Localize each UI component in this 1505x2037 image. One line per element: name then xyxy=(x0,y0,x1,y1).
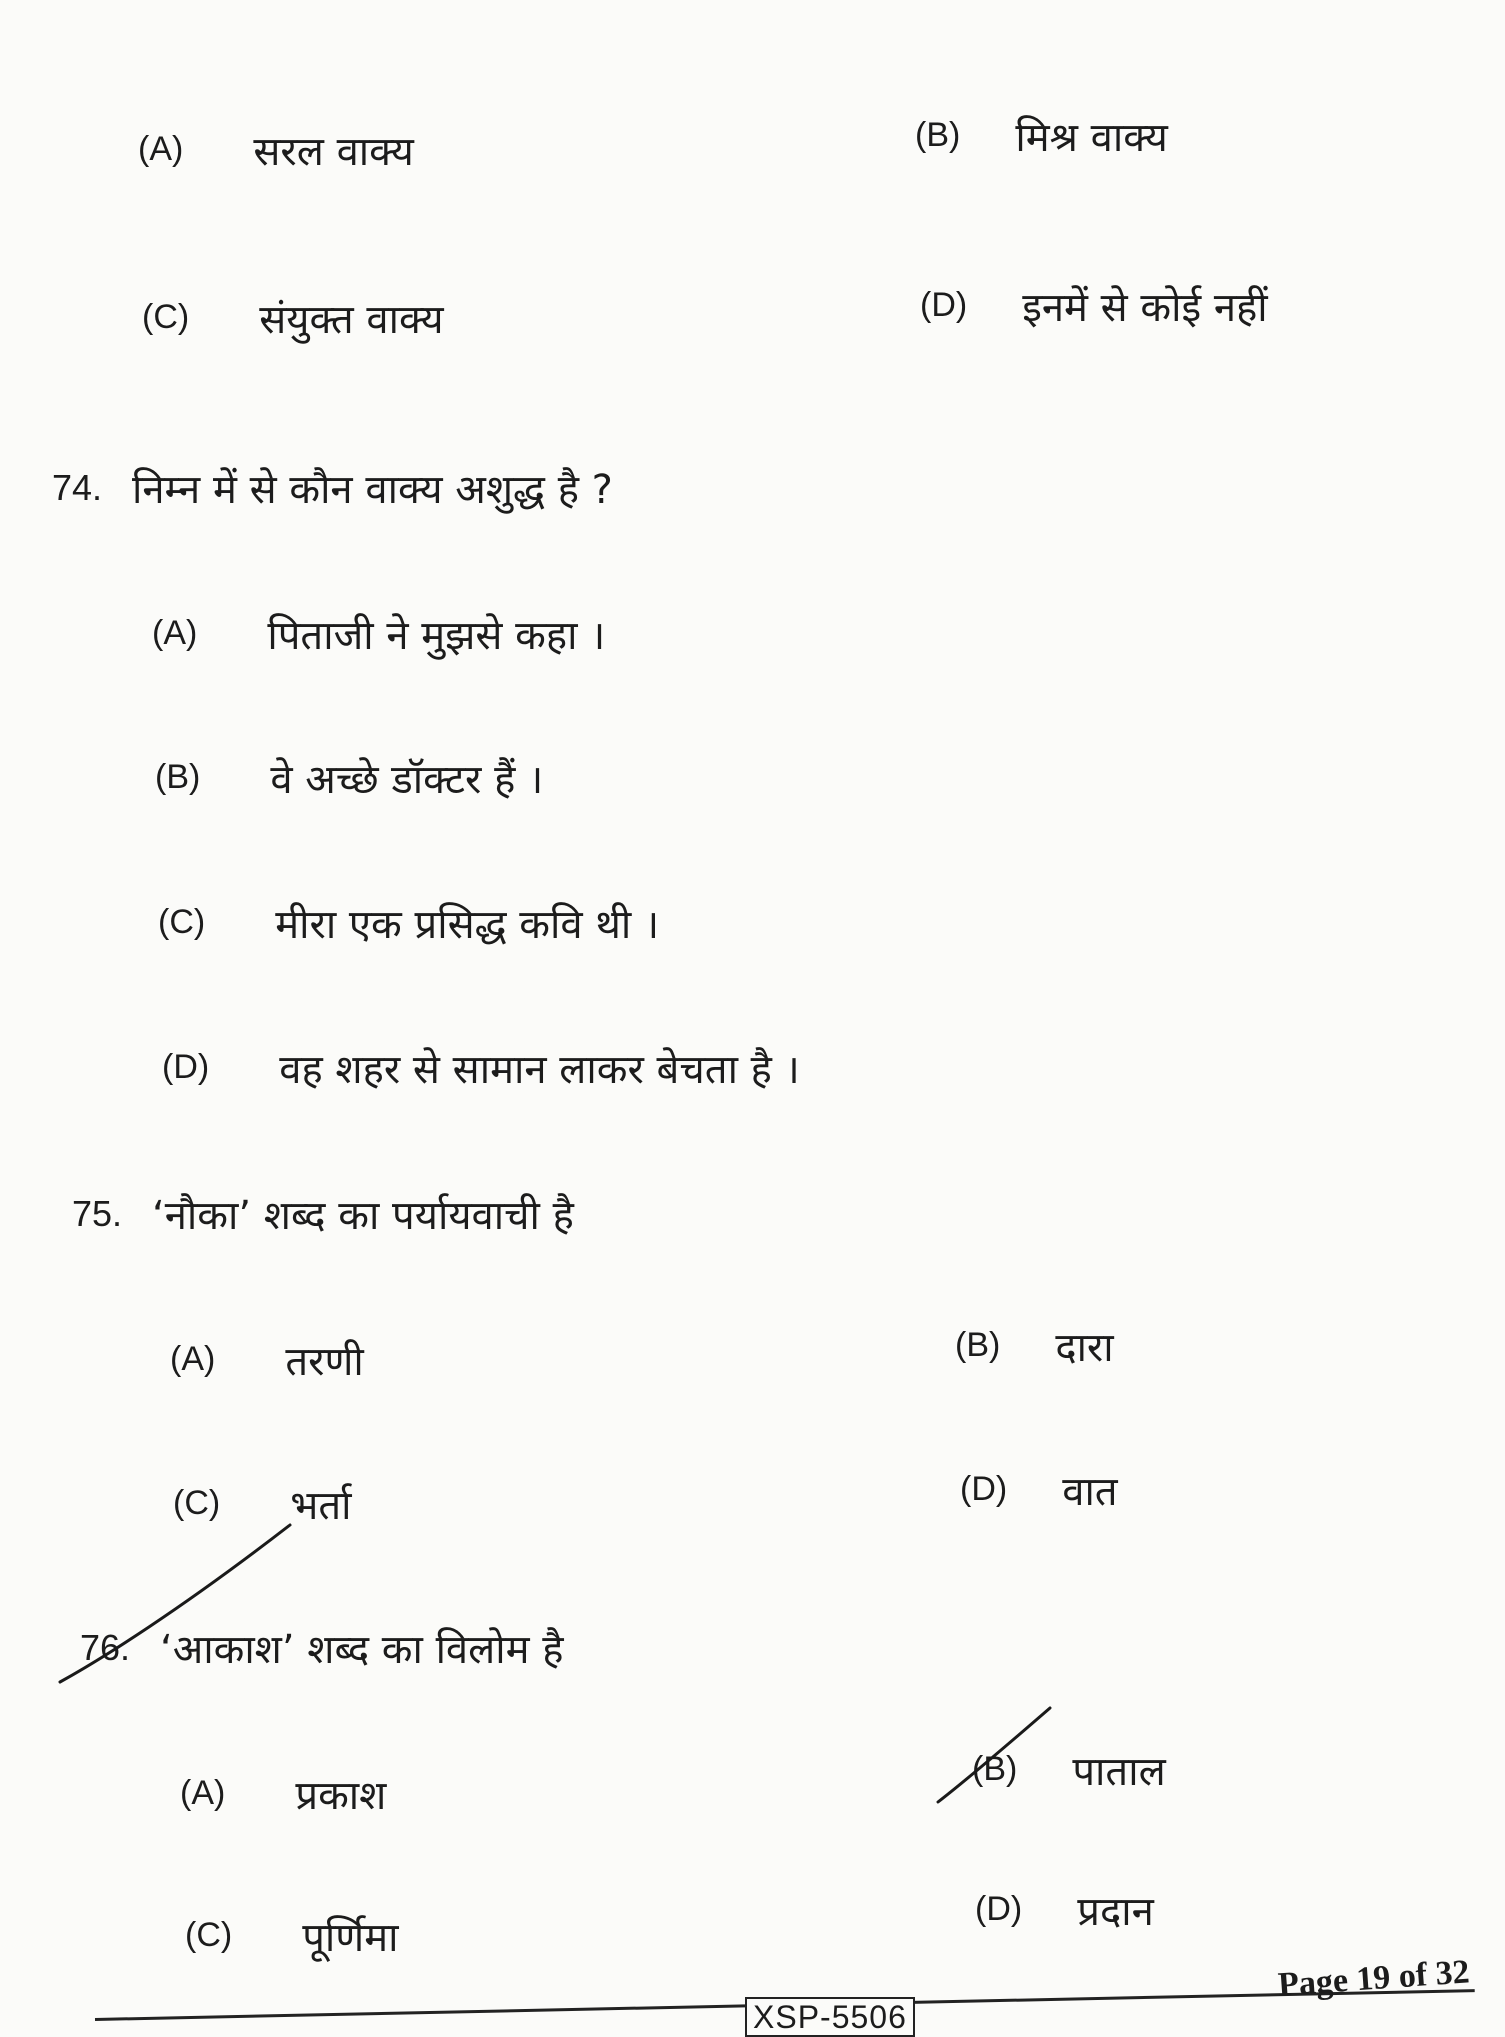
option-label: (A) xyxy=(138,130,184,168)
question-number: 74. xyxy=(52,466,103,508)
option-label: (A) xyxy=(170,1340,216,1378)
option-label: (C) xyxy=(158,903,206,941)
prev-option-c xyxy=(142,290,444,345)
q76-option-a xyxy=(180,1766,386,1821)
option-label: (D) xyxy=(920,286,968,324)
question-75 xyxy=(72,1186,574,1241)
option-text: सरल वाक्य xyxy=(253,129,414,175)
q74-option-d xyxy=(162,1040,800,1095)
option-label: (C) xyxy=(185,1916,233,1954)
q76-option-b xyxy=(972,1742,1166,1797)
question-text: ‘आकाश’ शब्द का विलोम है xyxy=(160,1627,564,1673)
q75-option-d xyxy=(960,1462,1118,1517)
option-label: (A) xyxy=(152,614,198,652)
option-label: (D) xyxy=(960,1470,1008,1508)
option-label: (C) xyxy=(173,1484,221,1522)
option-label: (B) xyxy=(915,116,961,154)
option-label: (B) xyxy=(155,758,201,796)
option-text: पूर्णिमा xyxy=(302,1915,399,1961)
question-74 xyxy=(52,460,613,515)
option-text: वह शहर से सामान लाकर बेचता है । xyxy=(279,1047,800,1093)
q75-option-c xyxy=(173,1476,351,1531)
option-text: पाताल xyxy=(1072,1749,1166,1795)
question-text: ‘नौका’ शब्द का पर्यायवाची है xyxy=(152,1193,574,1239)
q76-option-d xyxy=(975,1882,1154,1937)
q76-option-c xyxy=(185,1908,398,1963)
option-text: वात xyxy=(1062,1469,1118,1515)
option-label: (B) xyxy=(972,1750,1018,1788)
option-text: पिताजी ने मुझसे कहा । xyxy=(267,613,606,659)
option-text: तरणी xyxy=(285,1339,364,1385)
option-label: (C) xyxy=(142,298,190,336)
option-label: (D) xyxy=(975,1890,1023,1928)
prev-option-d xyxy=(920,278,1268,333)
prev-option-a xyxy=(138,122,414,177)
question-number: 76. xyxy=(80,1626,131,1668)
q75-option-a xyxy=(170,1332,364,1387)
option-label: (D) xyxy=(162,1048,210,1086)
option-text: इनमें से कोई नहीं xyxy=(1022,285,1268,331)
option-label: (B) xyxy=(955,1326,1001,1364)
q74-option-a xyxy=(152,606,605,661)
option-text: प्रकाश xyxy=(295,1773,387,1819)
option-label: (A) xyxy=(180,1774,226,1812)
option-text: प्रदान xyxy=(1077,1889,1154,1935)
question-76 xyxy=(80,1620,564,1675)
paper-code: XSP-5506 xyxy=(745,1997,915,2037)
q74-option-b xyxy=(155,750,543,805)
question-number: 75. xyxy=(72,1192,123,1234)
prev-option-b xyxy=(915,108,1168,163)
option-text: भर्ता xyxy=(290,1483,352,1529)
option-text: वे अच्छे डॉक्टर हैं । xyxy=(270,757,544,803)
option-text: संयुक्त वाक्य xyxy=(259,297,444,343)
option-text: मीरा एक प्रसिद्ध कवि थी । xyxy=(275,902,660,948)
q75-option-b xyxy=(955,1318,1114,1373)
option-text: मिश्र वाक्य xyxy=(1015,115,1168,161)
option-text: दारा xyxy=(1055,1325,1114,1371)
page-number: Page 19 of 32 xyxy=(1276,1953,1471,2004)
question-text: निम्न में से कौन वाक्य अशुद्ध है ? xyxy=(132,467,613,513)
q74-option-c xyxy=(158,895,659,950)
